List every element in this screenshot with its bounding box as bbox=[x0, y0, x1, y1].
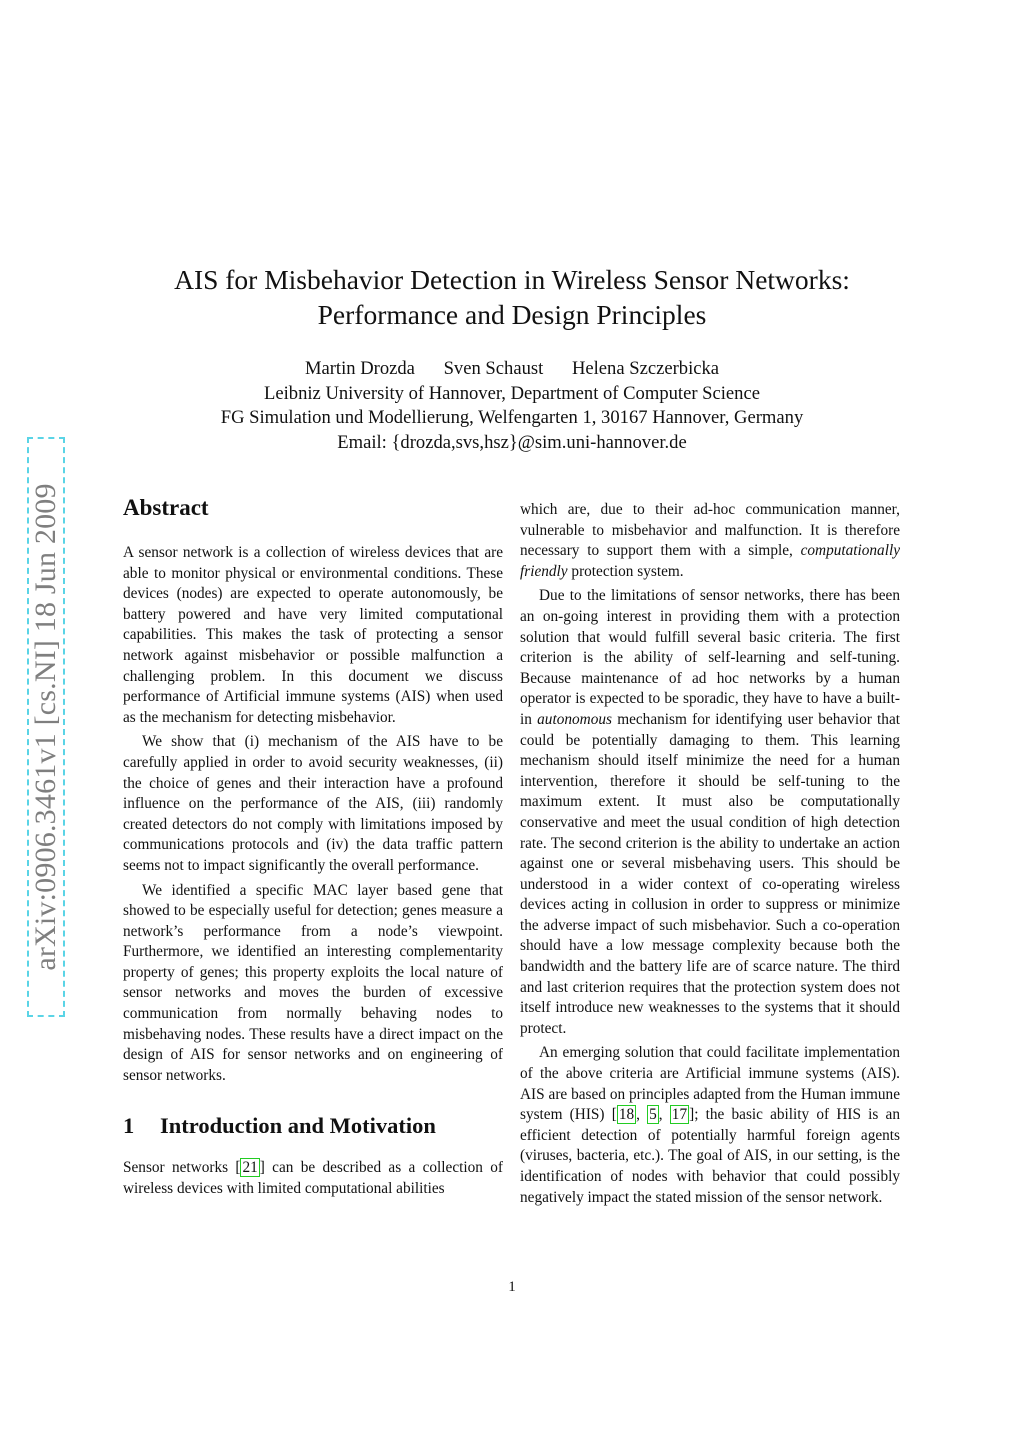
intro-paragraph: Due to the limitations of sensor networks, there has been an on-going interest in providing them with a protection solution that would fulfill several basic criteria. The first criterion is the ability of self-learning and self-tuning. Because maintenance of ad hoc networks by a human operator is expected to be sporadic, they have to have a built-in autonomous mechanism for identifying user behavior that could be potentially damaging to them. This learning mechanism should itself minimize the need for a human intervention, therefore it should be self-tuning to the maximum extent. It must also be computationally conservative and meet the usual condition of high detection rate. The second criterion is the ability to undertake an action against one or several misbehaving users. This should be understood in a wider context of co-operating wireless devices acting in collusion in order to suppress or minimize the adverse impact of such misbehavior. Such a co-operation should have a low message complexity because both the bandwidth and the battery life are of scarce nature. The third and last criterion requires that the protection system does not itself introduce new weaknesses to the systems that it should protect. bbox=[520, 587, 900, 1037]
citation-link[interactable]: 5 bbox=[649, 1106, 657, 1124]
author-names bbox=[60, 357, 964, 382]
section-heading-introduction bbox=[123, 1112, 503, 1140]
page-number: 1 bbox=[508, 1279, 516, 1295]
intro-paragraph: An emerging solution that could facilitate implementation of the above criteria are Artificial immune systems (AIS). AIS are based on principles adapted from the Human immune system (HIS) [ 18 , 5 , 17 ]; the basic ability of HIS is an efficient detection of potentially harmful foreign agents (viruses, bacteria, etc.). The goal of AIS, in our setting, is the identification of nodes with behavior that could possibly negatively impact the stated mission of the sensor network. bbox=[520, 1044, 900, 1206]
abstract-heading: Abstract bbox=[123, 495, 209, 520]
abstract-paragraph: We show that (i) mechanism of the AIS have to be carefully applied in order to avoid security weaknesses, (ii) the choice of genes and their interaction have a profound influence on the performance of the AIS, (iii) randomly created detectors do not comply with limitations imposed by communications protocols and (iv) the data traffic pattern seems not to impact significantly the overall performance. bbox=[123, 733, 503, 874]
abstract-paragraph: A sensor network is a collection of wireless devices that are able to monitor physical or environmental conditions. These devices (nodes) are expected to operate autonomously, be battery powered and have very limited computational capabilities. This makes the task of protecting a sensor network against misbehavior or possible malfunction a challenging problem. In this document we discuss performance of Artificial immune systems (AIS) when used as the mechanism for detecting misbehavior. bbox=[123, 544, 503, 726]
author-name: Sven Schaust bbox=[443, 358, 544, 379]
author-block bbox=[60, 357, 964, 455]
intro-paragraph: which are, due to their ad-hoc communication manner, vulnerable to misbehavior and malfunction. It is therefore necessary to support them with a simple, computationally friendly protection system. bbox=[520, 501, 900, 580]
citation-link[interactable]: 17 bbox=[671, 1106, 688, 1124]
author-email: Email: {drozda,svs,hsz}@sim.uni-hannover.de bbox=[337, 431, 687, 453]
title-line-2: Performance and Design Principles bbox=[317, 299, 707, 330]
affiliation-department: Leibniz University of Hannover, Department of Computer Science bbox=[264, 382, 760, 404]
section-title: Introduction and Motivation bbox=[160, 1113, 436, 1139]
intro-paragraph: Sensor networks [ 21 ] can be described as a collection of wireless devices with limited computational abilities bbox=[123, 1159, 503, 1198]
right-column bbox=[520, 500, 900, 1212]
affiliation-address: FG Simulation und Modellierung, Welfengarten 1, 30167 Hannover, Germany bbox=[220, 407, 804, 429]
arxiv-stamp[interactable]: arXiv:0906.3461v1 [cs.NI] 18 Jun 2009 bbox=[29, 483, 62, 971]
author-name: Martin Drozda bbox=[304, 358, 415, 379]
left-column bbox=[123, 494, 503, 1204]
citation-link[interactable]: 18 bbox=[618, 1106, 635, 1124]
abstract-paragraph: We identified a specific MAC layer based gene that showed to be especially useful for detection; genes measure a network’s performance from a node’s viewpoint. Furthermore, we identified an interesting complementarity property of genes; this property exploits the local nature of sensor networks and moves the burden of excessive communication from normally behaving nodes to misbehaving nodes. These results have a direct impact on the design of AIS for sensor networks and on engineering of sensor networks. bbox=[123, 881, 503, 1084]
author-name: Helena Szczerbicka bbox=[571, 358, 720, 379]
title-line-1: AIS for Misbehavior Detection in Wireless Sensor Networks: bbox=[174, 264, 850, 295]
section-number: 1 bbox=[123, 1113, 135, 1139]
citation-link[interactable]: 21 bbox=[242, 1159, 258, 1177]
paper-title bbox=[60, 262, 964, 332]
